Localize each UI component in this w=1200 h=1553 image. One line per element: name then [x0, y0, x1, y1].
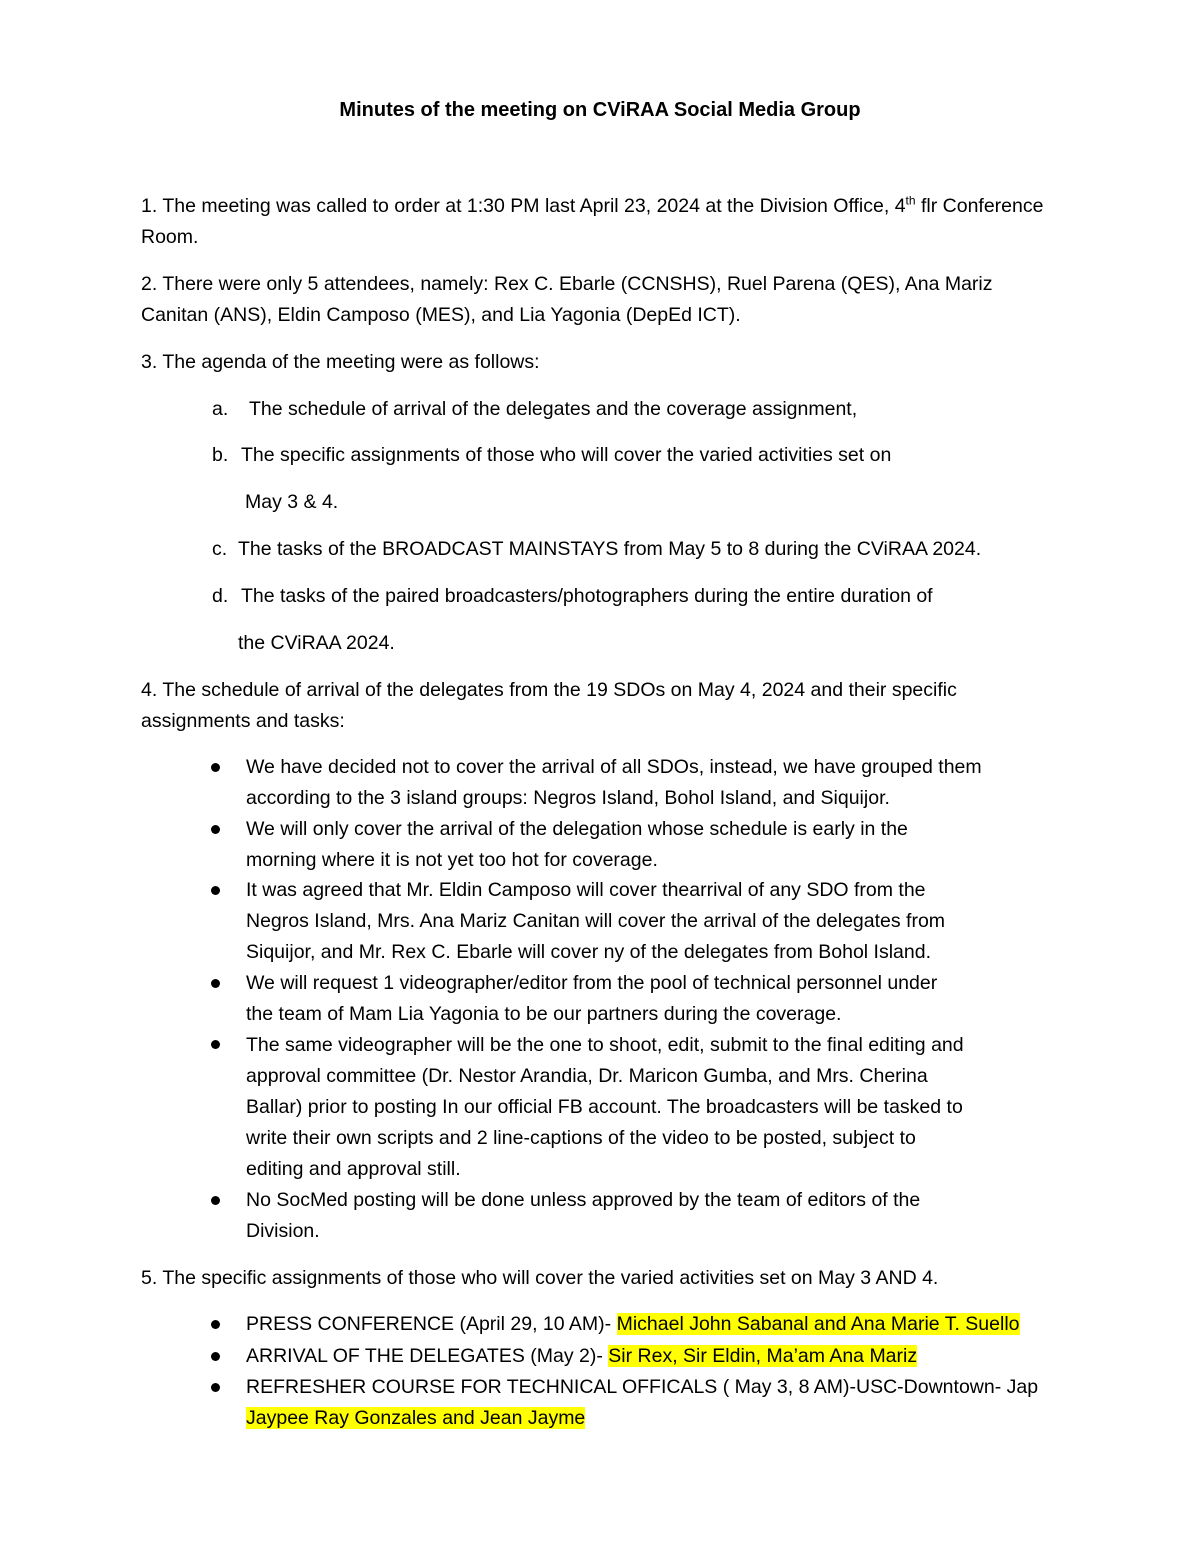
agenda-item-d: The tasks of the paired broadcasters/photographers during the entire duration of: [241, 585, 933, 607]
assignment-2-highlight: Sir Rex, Sir Eldin, Ma’am Ana Mariz: [608, 1345, 918, 1367]
bullet-dot: [211, 763, 220, 772]
item-4-line-2: assignments and tasks:: [141, 710, 345, 732]
assignment-3-highlight: Jaypee Ray Gonzales and Jean Jayme: [246, 1407, 586, 1429]
agenda-marker-a: a.: [212, 398, 229, 420]
item-1: [141, 191, 1071, 253]
item-1-text-mid: PM last April 23, 2024 at the Division Office, 4: [504, 195, 906, 217]
assignment-2-label: ARRIVAL OF THE DELEGATES (May 2)-: [246, 1345, 609, 1367]
assignment-3-label: REFRESHER COURSE FOR TECHNICAL OFFICALS ( May 3, 8 AM)-USC-Downtown- Jap: [246, 1376, 1039, 1398]
bullet-dot: [211, 825, 220, 834]
item-2-line-1: 2. There were only 5 attendees, namely: Rex C. Ebarle (CCNSHS), Ruel Parena (QES), Ana Mariz: [141, 273, 993, 295]
bullet-5-line-5: editing and approval still.: [246, 1158, 461, 1180]
item-2-line-2: Canitan (ANS), Eldin Camposo (MES), and Lia Yagonia (DepEd ICT).: [141, 304, 741, 326]
bullet-6-line-2: Division.: [246, 1220, 320, 1242]
bullet-dot: [211, 886, 220, 895]
agenda-marker-d: d.: [212, 585, 229, 607]
bullet-dot: [211, 1040, 220, 1049]
item-1-number: 1.: [141, 195, 158, 217]
bullet-3-line-2: Negros Island, Mrs. Ana Mariz Canitan will cover the arrival of the delegates from: [246, 910, 946, 932]
bullet-dot: [211, 1383, 220, 1392]
bullet-5-line-4: write their own scripts and 2 line-captions of the video to be posted, subject to: [246, 1127, 916, 1149]
bullet-5-line-2: approval committee (Dr. Nestor Arandia, Dr. Maricon Gumba, and Mrs. Cherina: [246, 1065, 928, 1087]
bullet-4-line-1: We will request 1 videographer/editor from the pool of technical personnel under: [246, 972, 938, 994]
bullet-1-line-1: We have decided not to cover the arrival of all SDOs, instead, we have grouped them: [246, 756, 982, 778]
bullet-2-line-2: morning where it is not yet too hot for coverage.: [246, 849, 658, 871]
bullet-5-line-1: The same videographer will be the one to shoot, edit, submit to the final editing and: [246, 1034, 964, 1056]
bullet-dot: [211, 979, 220, 988]
agenda-item-a: The schedule of arrival of the delegates and the coverage assignment,: [249, 398, 858, 420]
agenda-item-c: The tasks of the BROADCAST MAINSTAYS from May 5 to 8 during the CViRAA 2024.: [238, 538, 982, 560]
bullet-2-line-1: We will only cover the arrival of the delegation whose schedule is early in the: [246, 818, 908, 840]
agenda-item-b-cont: May 3 & 4.: [245, 491, 339, 513]
agenda-marker-b: b.: [212, 444, 229, 466]
assignment-1-label: PRESS CONFERENCE (April 29, 10 AM)-: [246, 1313, 617, 1335]
agenda-item-d-cont: the CViRAA 2024.: [238, 632, 395, 654]
bullet-4-line-2: the team of Mam Lia Yagonia to be our partners during the coverage.: [246, 1003, 842, 1025]
item-3-heading: 3. The agenda of the meeting were as follows:: [141, 351, 540, 373]
item-1-text-after: flr Conference Room.: [141, 195, 1044, 248]
bullet-dot: [211, 1320, 220, 1329]
bullet-5-line-3: Ballar) prior to posting In our official FB account. The broadcasters will be tasked to: [246, 1096, 963, 1118]
item-4-line-1: 4. The schedule of arrival of the delegates from the 19 SDOs on May 4, 2024 and their specific: [141, 679, 957, 701]
bullet-dot: [211, 1196, 220, 1205]
item-1-text-before: The meeting was called to order at: [157, 195, 467, 217]
assignment-1-highlight: Michael John Sabanal and Ana Marie T. Suello: [616, 1313, 1020, 1335]
bullet-3-line-1: It was agreed that Mr. Eldin Camposo will cover thearrival of any SDO from the: [246, 879, 926, 901]
bullet-6-line-1: No SocMed posting will be done unless approved by the team of editors of the: [246, 1189, 921, 1211]
assignment-2: [246, 1344, 917, 1368]
bullet-dot: [211, 1352, 220, 1361]
item-1-superscript: th: [905, 193, 916, 208]
bullet-1-line-2: according to the 3 island groups: Negros Island, Bohol Island, and Siquijor.: [246, 787, 890, 809]
document-title: Minutes of the meeting on CViRAA Social Media Group: [339, 99, 861, 121]
agenda-item-b: The specific assignments of those who will cover the varied activities set on: [241, 444, 892, 466]
item-1-time: 1:30: [466, 195, 505, 217]
agenda-marker-c: c.: [212, 538, 228, 560]
assignment-3: [246, 1406, 585, 1430]
item-5-heading: 5. The specific assignments of those who will cover the varied activities set on May 3 AND 4.: [141, 1267, 939, 1289]
assignment-1: [246, 1312, 1020, 1336]
bullet-3-line-3: Siquijor, and Mr. Rex C. Ebarle will cover ny of the delegates from Bohol Island.: [246, 941, 932, 963]
